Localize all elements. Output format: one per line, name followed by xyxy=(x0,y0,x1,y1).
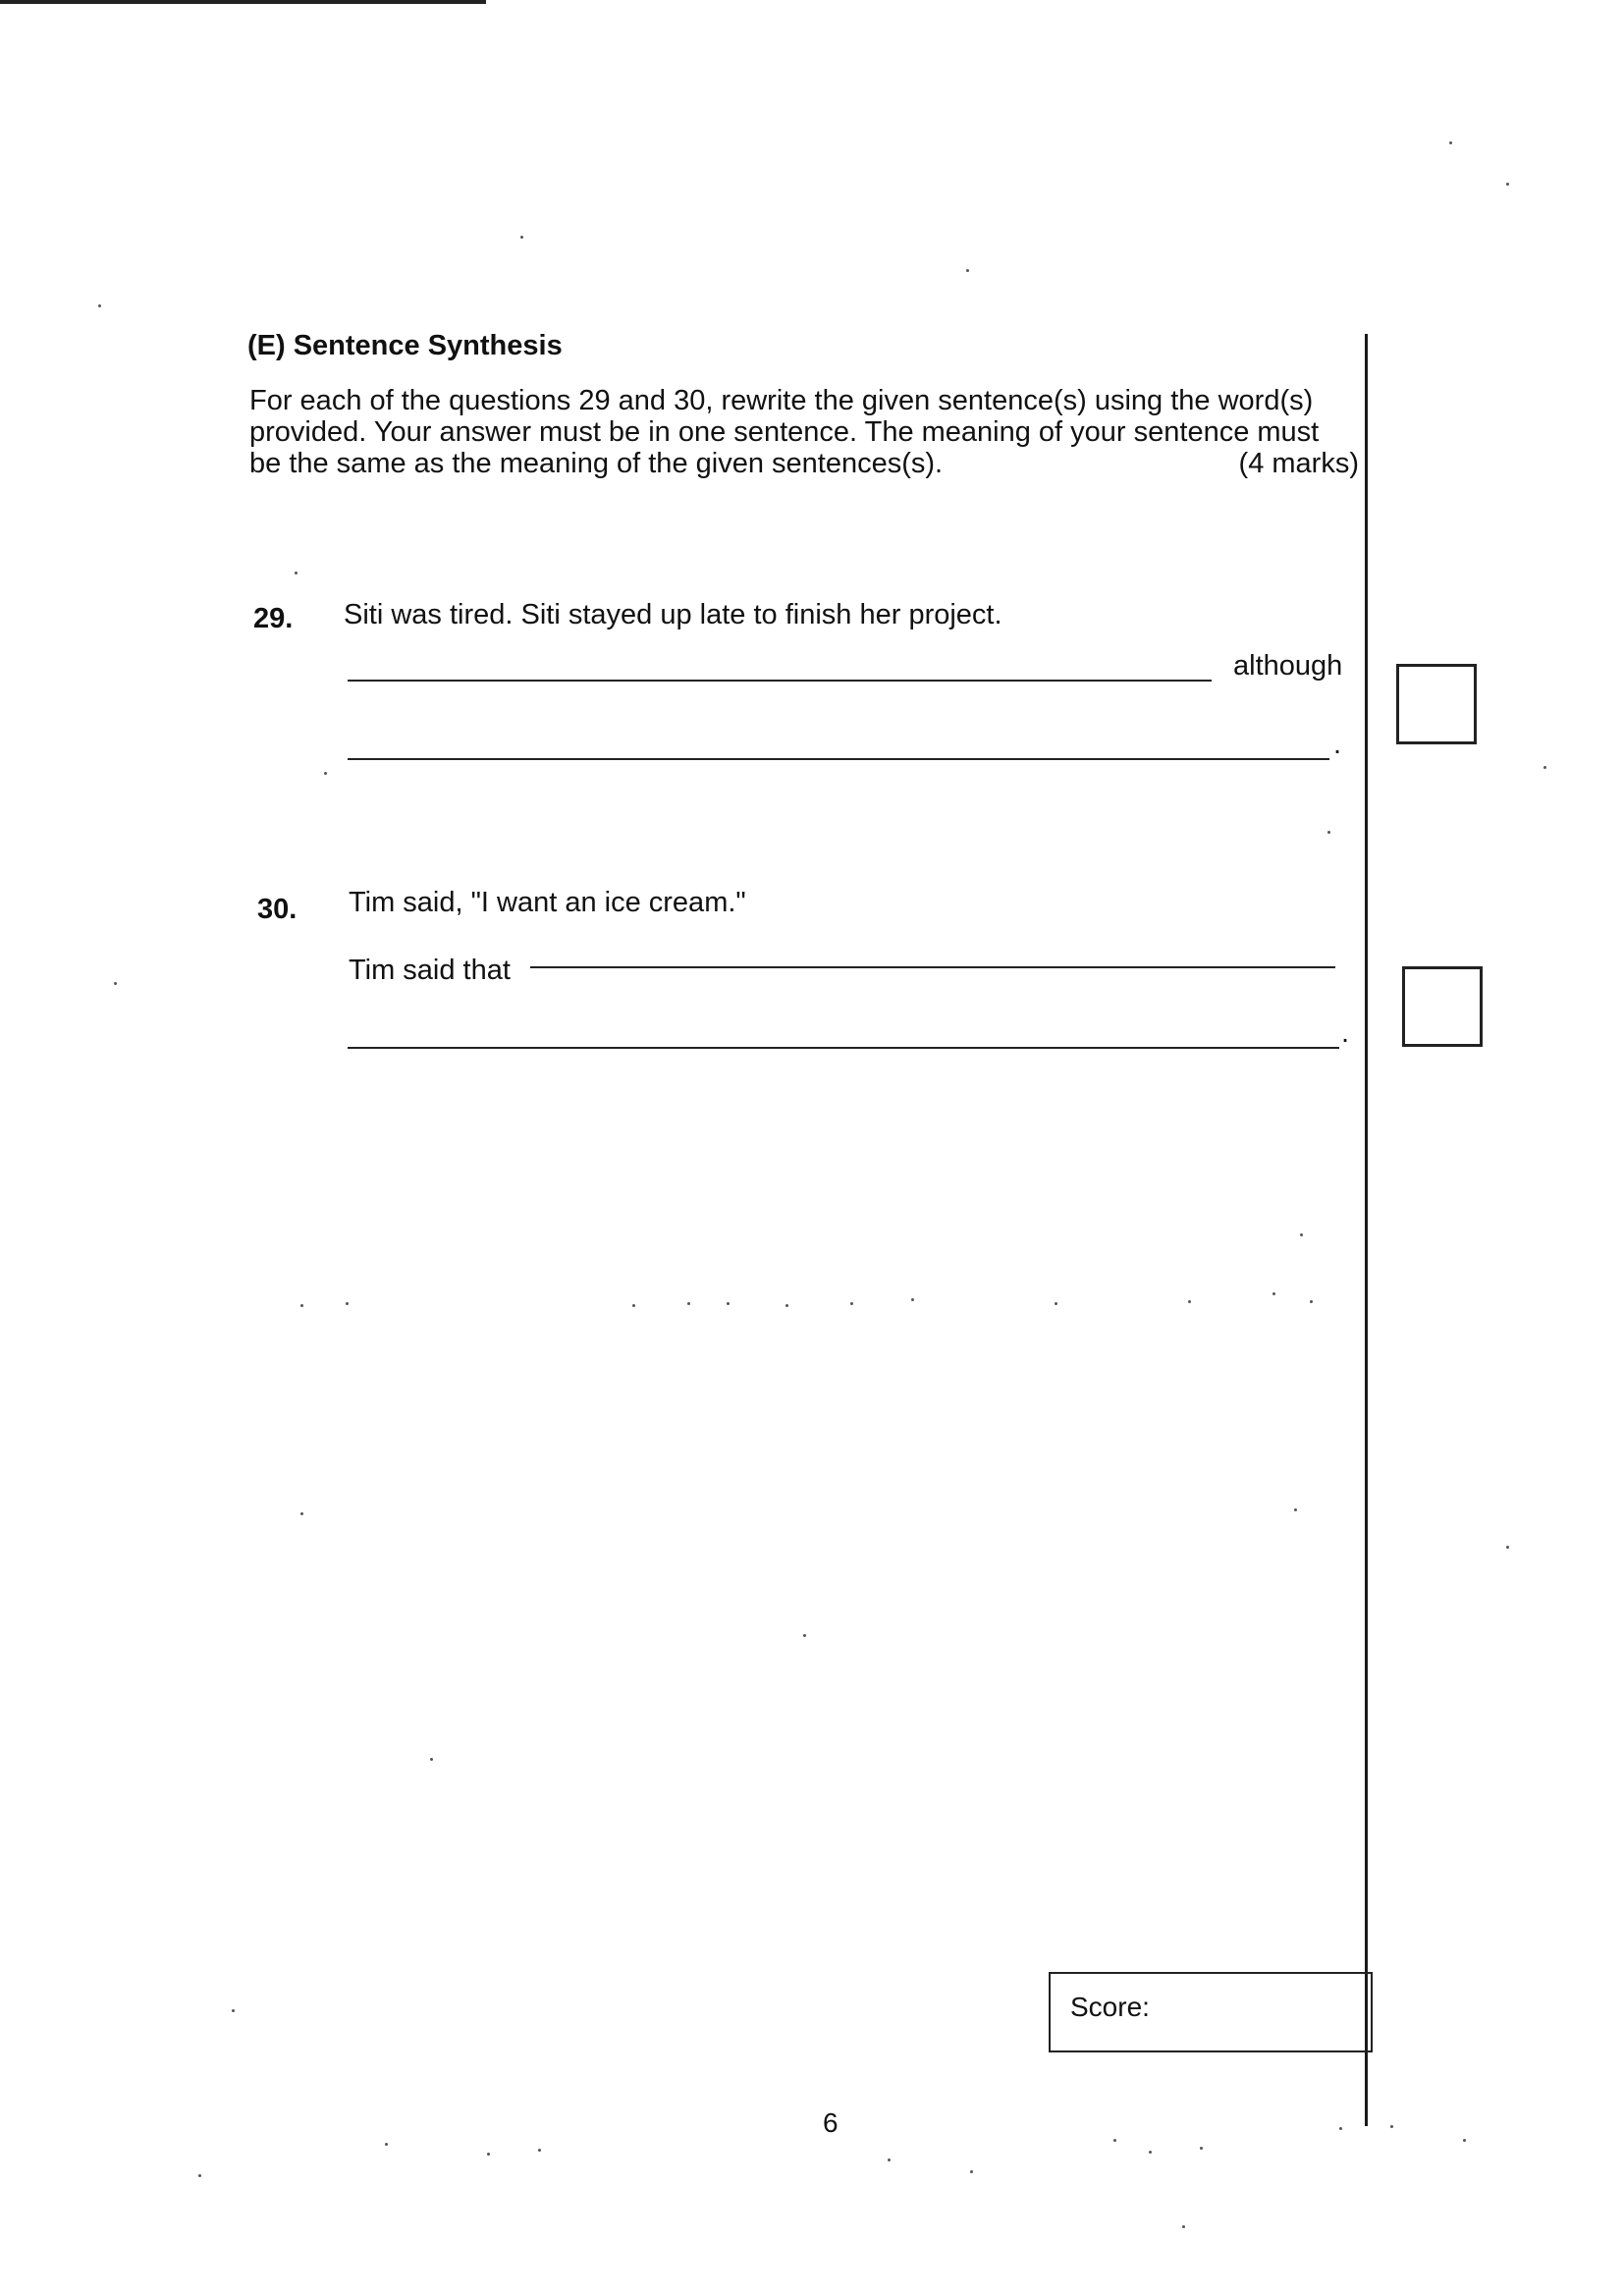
end-mark: . xyxy=(1333,729,1342,760)
answer-line[interactable] xyxy=(530,966,1335,968)
end-mark: . xyxy=(1341,1017,1350,1049)
score-box[interactable] xyxy=(1049,1972,1373,2052)
instruction-line: For each of the questions 29 and 30, rewrite the given sentence(s) using the word(s) xyxy=(249,385,1314,416)
margin-rule xyxy=(1365,334,1368,2126)
question-number: 30. xyxy=(257,894,298,925)
mark-box[interactable] xyxy=(1402,966,1483,1047)
answer-prompt: Tim said that xyxy=(349,955,511,986)
marks-label: (4 marks) xyxy=(1238,448,1359,479)
instruction-line-with-marks xyxy=(249,448,1359,479)
mark-box[interactable] xyxy=(1396,664,1477,744)
answer-line[interactable] xyxy=(348,680,1212,682)
answer-line[interactable] xyxy=(348,758,1329,760)
given-word: although xyxy=(1233,650,1343,682)
question-text: Siti was tired. Siti stayed up late to finish her project. xyxy=(344,599,1002,630)
instruction-line: be the same as the meaning of the given sentences(s). xyxy=(249,448,944,479)
instruction-line: provided. Your answer must be in one sentence. The meaning of your sentence must xyxy=(249,416,1320,448)
top-edge-rule xyxy=(0,0,486,4)
section-title: (E) Sentence Synthesis xyxy=(247,330,563,361)
answer-line[interactable] xyxy=(348,1047,1339,1049)
page-number: 6 xyxy=(823,2107,839,2138)
instructions xyxy=(249,385,1359,479)
question-text: Tim said, "I want an ice cream." xyxy=(349,887,746,918)
question-number: 29. xyxy=(253,603,294,634)
score-label: Score: xyxy=(1070,1992,1150,2022)
